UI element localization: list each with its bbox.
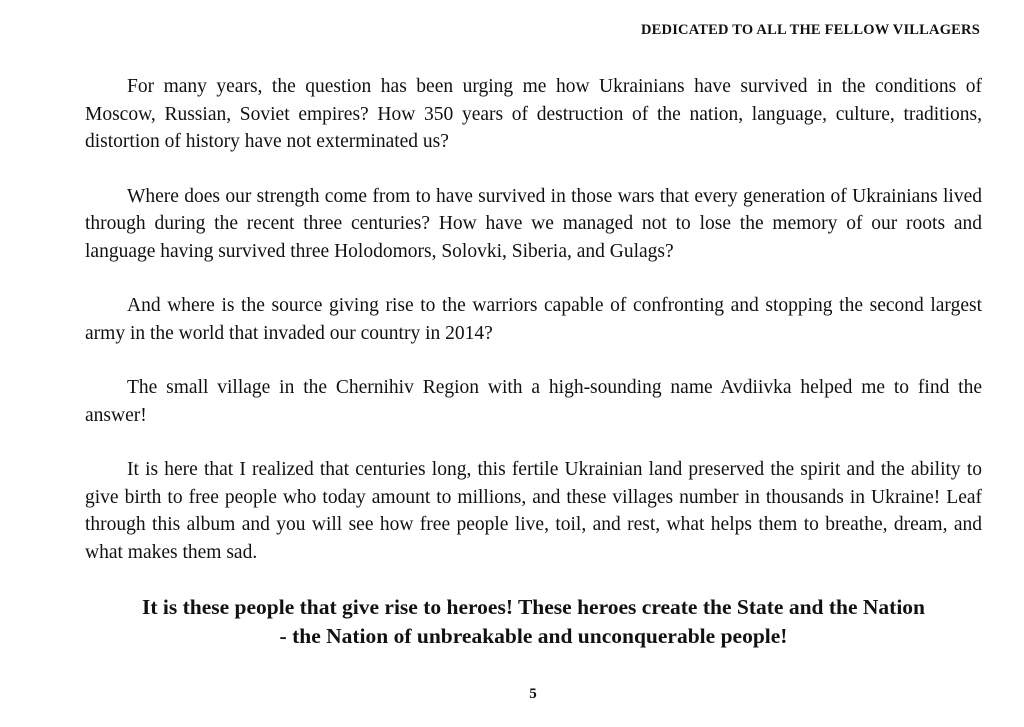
closing-statement: [85, 593, 982, 651]
closing-line-2: - the Nation of unbreakable and unconquerable people!: [279, 624, 788, 648]
running-header: DEDICATED TO ALL THE FELLOW VILLAGERS: [640, 22, 980, 38]
paragraph-2: Where does our strength come from to have survived in those wars that every generation of Ukrainians lived through during the recent three centuries? How have we managed not to lose the memory of our roots and language having survived three Holodomors, Solovki, Siberia, and Gulags?: [85, 185, 982, 262]
paragraph-3: And where is the source giving rise to the warriors capable of confronting and stopping the second largest army in the world that invaded our country in 2014?: [85, 295, 982, 344]
paragraph-4: The small village in the Chernihiv Region with a high-sounding name Avdiivka helped me to find the answer!: [85, 377, 982, 426]
paragraph-1: For many years, the question has been urging me how Ukrainians have survived in the conditions of Moscow, Russian, Soviet empires? How 350 years of destruction of the nation, language, culture, traditions, distortion of history have not exterminated us?: [85, 76, 982, 152]
paragraph-5: It is here that I realized that centuries long, this fertile Ukrainian land preserved the spirit and the ability to give birth to free people who today amount to millions, and these villages number in thousands in Ukraine! Leaf through this album and you will see how free people live, toil, and rest, what helps them to breathe, dream, and what makes them sad.: [85, 459, 982, 563]
closing-line-1: It is these people that give rise to heroes! These heroes create the State and the Nation: [141, 595, 926, 619]
page-number: 5: [529, 686, 537, 702]
body-text: [85, 73, 982, 651]
